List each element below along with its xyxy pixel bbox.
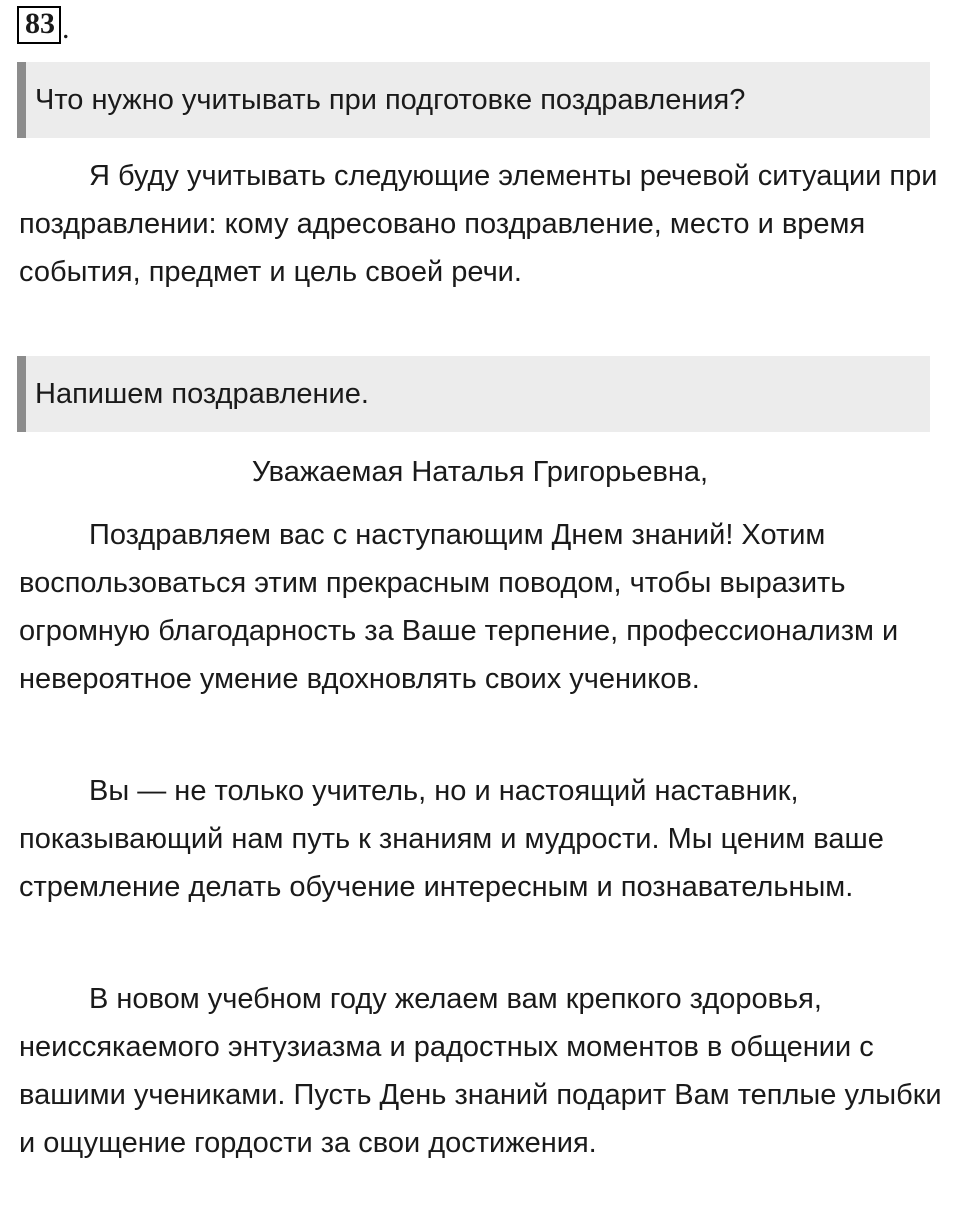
question-text-1: Что нужно учитывать при подготовке поздравления? xyxy=(35,83,746,116)
letter-paragraph-3: В новом учебном году желаем вам крепкого здоровья, неиссякаемого энтузиазма и радостных моментов в общении с вашими учениками. Пусть День знаний подарит Вам теплые улыбки и ощущение гордости за свои достижения. xyxy=(19,983,942,1159)
question-text-2: Напишем поздравление. xyxy=(35,377,369,410)
letter-paragraph-1: Поздравляем вас с наступающим Днем знаний! Хотим воспользоваться этим прекрасным поводом, чтобы выразить огромную благодарность за Ваше терпение, профессионализм и невероятное умение вдохновлять своих учеников. xyxy=(19,519,899,695)
task-number-dot: . xyxy=(62,12,70,45)
letter-paragraph-2: Вы — не только учитель, но и настоящий наставник, показывающий нам путь к знаниям и мудрости. Мы ценим ваше стремление делать обучение интересным и познавательным. xyxy=(19,775,884,903)
task-number xyxy=(17,6,70,44)
answer-paragraph: Я буду учитывать следующие элементы речевой ситуации при поздравлении: кому адресовано поздравление, место и время события, предмет и цель своей речи. xyxy=(19,160,938,288)
letter-salutation: Уважаемая Наталья Григорьевна, xyxy=(251,456,709,488)
question-block-1 xyxy=(17,62,930,138)
question-block-2 xyxy=(17,356,930,432)
task-number-box: 83 xyxy=(17,6,61,44)
